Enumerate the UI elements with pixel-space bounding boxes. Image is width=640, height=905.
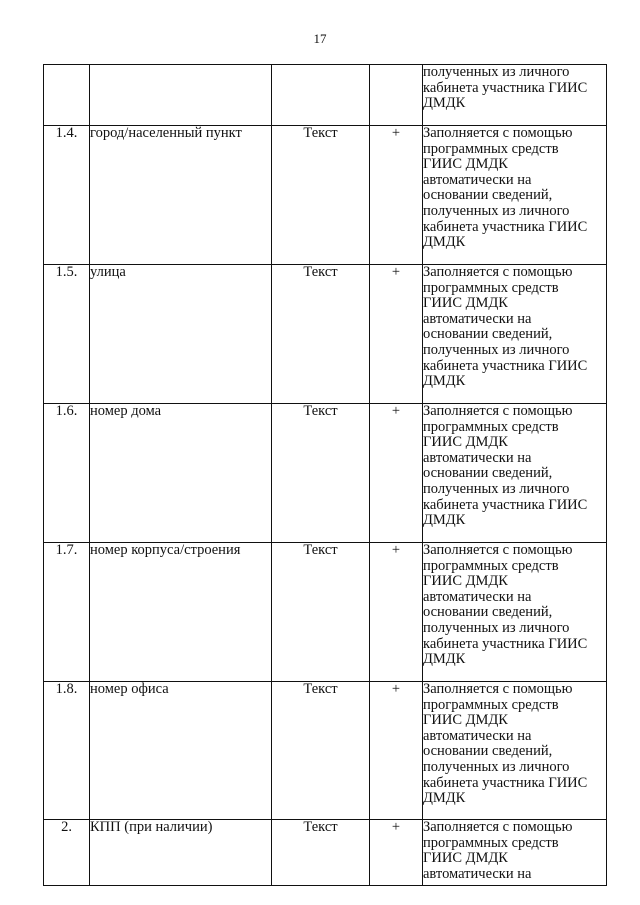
note-line: автоматически на: [423, 588, 532, 605]
field-name: номер корпуса/строения: [90, 543, 272, 682]
note-line: кабинета участника ГИИС: [423, 496, 588, 513]
field-type: Текст: [272, 543, 370, 682]
note-line: автоматически на: [423, 727, 532, 744]
note-line: ДМДК: [423, 234, 466, 251]
field-type: Текст: [272, 404, 370, 543]
note-line: ГИИС ДМДК: [423, 573, 508, 590]
field-name: город/населенный пункт: [90, 126, 272, 265]
note-line: полученных из личного: [423, 341, 570, 358]
required-mark: +: [370, 682, 423, 820]
field-name: номер дома: [90, 404, 272, 543]
note-line: Заполняется с помощью: [423, 403, 573, 419]
note-line: программных средств: [423, 696, 559, 713]
row-number: 2.: [44, 820, 90, 886]
note-line: программных средств: [423, 418, 559, 435]
note-line: ДМДК: [423, 95, 466, 112]
field-name: номер офиса: [90, 682, 272, 820]
note-line: основании сведений,: [423, 326, 553, 343]
note-line: полученных из личного: [423, 758, 570, 775]
required-mark: +: [370, 265, 423, 404]
note-line: основании сведений,: [423, 187, 553, 204]
row-number: 1.5.: [44, 265, 90, 404]
table-row: [44, 65, 607, 126]
table-row: [44, 682, 607, 820]
note-line: автоматически на: [423, 865, 532, 882]
field-name: улица: [90, 265, 272, 404]
row-number: 1.7.: [44, 543, 90, 682]
note-line: кабинета участника ГИИС: [423, 357, 588, 374]
table-row: [44, 265, 607, 404]
field-type: Текст: [272, 126, 370, 265]
note-line: Заполняется с помощью: [423, 264, 573, 280]
note-line: кабинета участника ГИИС: [423, 79, 588, 96]
note-line: ГИИС ДМДК: [423, 434, 508, 451]
table-row: [44, 126, 607, 265]
field-note: [423, 65, 607, 126]
field-note: [423, 126, 607, 265]
table-row: [44, 404, 607, 543]
note-line: полученных из личного: [423, 202, 570, 219]
note-line: ДМДК: [423, 373, 466, 390]
field-type: Текст: [272, 682, 370, 820]
table-row: [44, 543, 607, 682]
row-number: [44, 65, 90, 126]
note-line: ГИИС ДМДК: [423, 295, 508, 312]
note-line: основании сведений,: [423, 604, 553, 621]
note-line: ДМДК: [423, 512, 466, 529]
note-line: основании сведений,: [423, 465, 553, 482]
note-line: кабинета участника ГИИС: [423, 774, 588, 791]
note-line: Заполняется с помощью: [423, 819, 573, 835]
required-mark: [370, 65, 423, 126]
note-line: основании сведений,: [423, 743, 553, 760]
note-line: ГИИС ДМДК: [423, 850, 508, 867]
note-line: Заполняется с помощью: [423, 681, 573, 697]
field-type: [272, 65, 370, 126]
page-number: 17: [313, 31, 327, 46]
note-line: программных средств: [423, 279, 559, 296]
note-line: полученных из личного: [423, 64, 570, 80]
note-line: ДМДК: [423, 790, 466, 807]
row-number: 1.4.: [44, 126, 90, 265]
note-line: Заполняется с помощью: [423, 542, 573, 558]
note-line: Заполняется с помощью: [423, 125, 573, 141]
note-line: полученных из личного: [423, 619, 570, 636]
field-name: КПП (при наличии): [90, 820, 272, 886]
table-row: [44, 820, 607, 886]
field-type: Текст: [272, 265, 370, 404]
note-line: ДМДК: [423, 651, 466, 668]
row-number: 1.8.: [44, 682, 90, 820]
note-line: автоматически на: [423, 171, 532, 188]
required-mark: +: [370, 543, 423, 682]
note-line: программных средств: [423, 834, 559, 851]
fields-table: [43, 64, 607, 886]
required-mark: +: [370, 404, 423, 543]
note-line: кабинета участника ГИИС: [423, 635, 588, 652]
note-line: кабинета участника ГИИС: [423, 218, 588, 235]
field-note: [423, 404, 607, 543]
note-line: автоматически на: [423, 310, 532, 327]
note-line: полученных из личного: [423, 480, 570, 497]
note-line: программных средств: [423, 140, 559, 157]
note-line: автоматически на: [423, 449, 532, 466]
field-note: [423, 543, 607, 682]
field-name: [90, 65, 272, 126]
required-mark: +: [370, 820, 423, 886]
note-line: ГИИС ДМДК: [423, 156, 508, 173]
field-note: [423, 820, 607, 886]
row-number: 1.6.: [44, 404, 90, 543]
field-note: [423, 682, 607, 820]
note-line: программных средств: [423, 557, 559, 574]
required-mark: +: [370, 126, 423, 265]
field-note: [423, 265, 607, 404]
note-line: ГИИС ДМДК: [423, 712, 508, 729]
field-type: Текст: [272, 820, 370, 886]
